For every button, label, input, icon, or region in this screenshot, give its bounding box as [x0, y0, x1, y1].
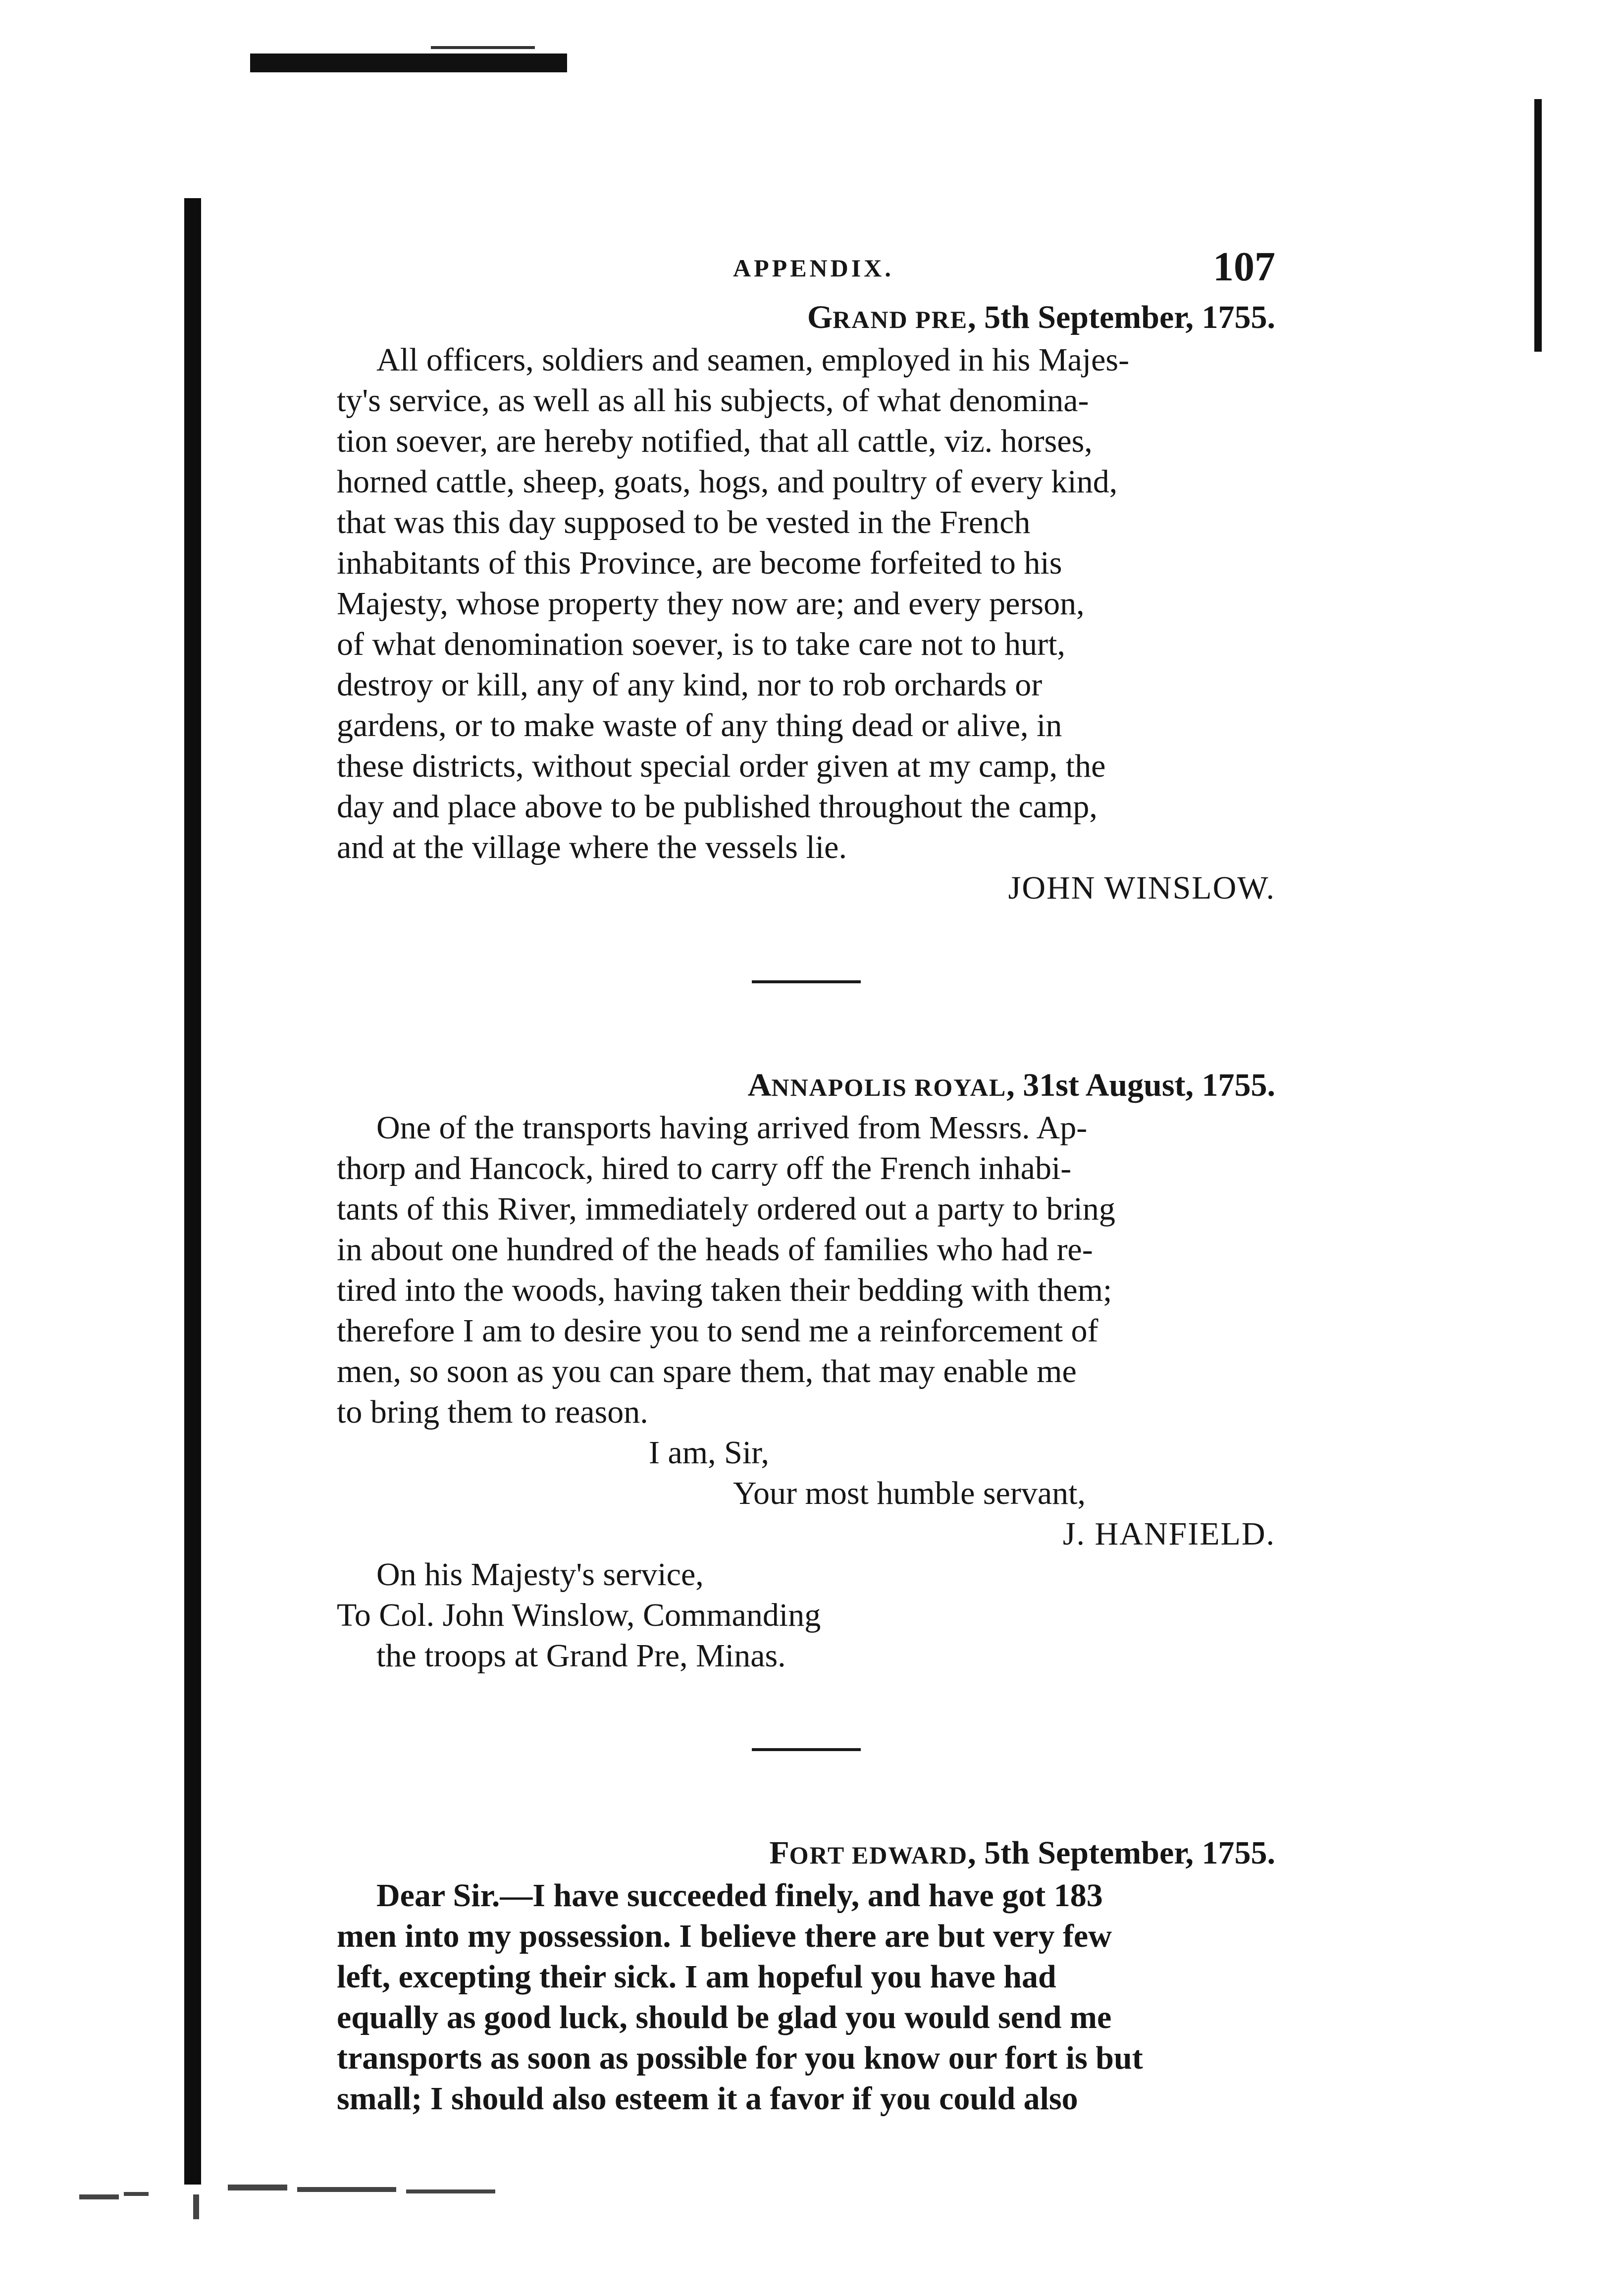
- closing-valediction: Your most humble servant,: [733, 1475, 1086, 1511]
- running-title: APPENDIX.: [733, 254, 894, 282]
- closing-salutation: I am, Sir,: [649, 1435, 769, 1471]
- date: , 5th September, 1755.: [968, 299, 1275, 335]
- dateline: [337, 1065, 1275, 1108]
- letter-body: Dear Sir.—I have succeeded finely, and have got 183 men into my possession. I believe there are but very few left, excepting their sick. I am hopeful you have had equally as good luck, should be glad you would send me transports as soon as possible for you know our fort is but small; I should also esteem it a favor if you could also: [337, 1877, 1143, 2117]
- place-initial: A: [747, 1067, 772, 1103]
- section-divider: [752, 980, 861, 983]
- scan-smudge-bottom: [79, 2165, 555, 2219]
- address-line: To Col. John Winslow, Commanding: [337, 1597, 821, 1633]
- signature: JOHN WINSLOW.: [1008, 870, 1275, 906]
- letter-hanfield: [337, 1065, 1275, 1676]
- place-initial: F: [769, 1835, 789, 1871]
- signature: J. HANFIELD.: [1062, 1516, 1275, 1552]
- date: , 31st August, 1755.: [1006, 1067, 1275, 1103]
- letter-winslow-proclamation: [337, 297, 1275, 908]
- page-number: 107: [1213, 244, 1275, 290]
- address-line: On his Majesty's service,: [376, 1556, 704, 1593]
- scan-binding-shadow-left: [184, 198, 201, 2185]
- scan-edge-mark-right: [1534, 99, 1542, 352]
- scan-edge-mark-top: [250, 53, 567, 72]
- place-name: NNAPOLIS ROYAL: [771, 1073, 1007, 1101]
- letter-body: All officers, soldiers and seamen, employed in his Majes- ty's service, as well as all his subjects, of what denomina- tion soever, are hereby notified, that all cattle, viz. horses, horned cattle, sheep, goats, hogs, and poultry of every kind, that was this day supposed to be vested in the French inhabitants of this Province, are become forfeited to his Majesty, whose property they now are; and every person, of what denomination soever, is to take care not to hurt, destroy or kill, any of any kind, nor to rob orchards or gardens, or to make waste of any thing dead or alive, in these districts, without special order given at my camp, the day and place above to be published throughout the camp, and at the village where the vessels lie.: [337, 342, 1130, 865]
- dateline: [337, 1833, 1275, 1875]
- book-page: [337, 243, 1275, 2119]
- section-divider: [752, 1748, 861, 1751]
- place-initial: G: [807, 299, 833, 335]
- place-name: RAND PRE: [833, 306, 968, 333]
- dateline: [337, 297, 1275, 340]
- date: , 5th September, 1755.: [968, 1835, 1275, 1871]
- scan-edge-mark-top-thin: [431, 46, 535, 49]
- letter-body: One of the transports having arrived from Messrs. Ap- thorp and Hancock, hired to carry off the French inhabi- tants of this River, immediately ordered out a party to bring in about one hundred of the heads of families who had re- tired into the woods, having taken their bedding with them; therefore I am to desire you to send me a reinforcement of men, so soon as you can spare them, that may enable me to bring them to reason.: [337, 1110, 1115, 1430]
- letter-fort-edward: [337, 1833, 1275, 2119]
- running-head: [337, 243, 1275, 297]
- address-line: the troops at Grand Pre, Minas.: [376, 1638, 786, 1674]
- place-name: ORT EDWARD: [789, 1841, 968, 1869]
